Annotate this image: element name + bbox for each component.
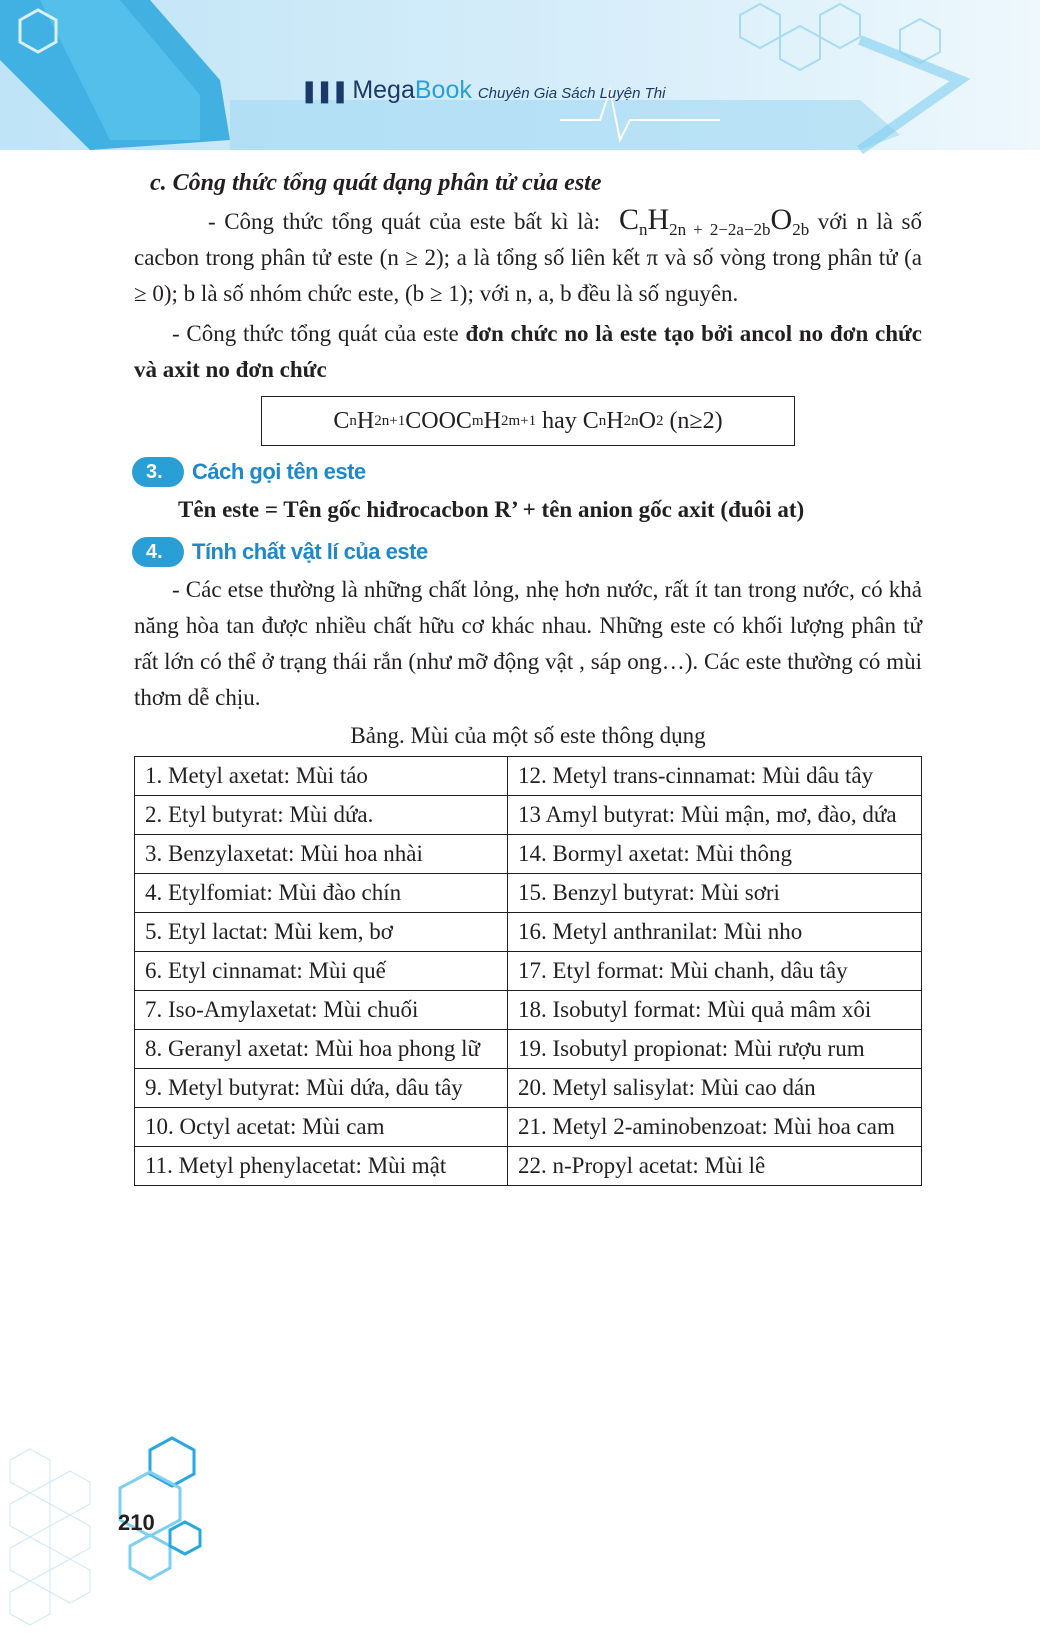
table-row [135,874,922,913]
table-cell: 17. Etyl format: Mùi chanh, dâu tây [508,952,922,991]
general-formula: $C_nH_{2n + 2-2a-2b}O_{2b}$ [608,203,810,239]
section-number-badge: 3. [132,457,184,487]
table-cell: 19. Isobutyl propionat: Mùi rượu rum [508,1030,922,1069]
section-number-badge: 4. [132,537,184,567]
table-cell: 8. Geranyl axetat: Mùi hoa phong lữ [135,1030,508,1069]
table-cell: 21. Metyl 2-aminobenzoat: Mùi hoa cam [508,1108,922,1147]
section-3-title: Cách gọi tên este [192,459,366,484]
table-cell: 7. Iso-Amylaxetat: Mùi chuối [135,991,508,1030]
table-cell: 4. Etylfomiat: Mùi đào chín [135,874,508,913]
ester-odor-table [134,756,922,1186]
table-row [135,757,922,796]
table-cell: 16. Metyl anthranilat: Mùi nho [508,913,922,952]
table-cell: 2. Etyl butyrat: Mùi dứa. [135,796,508,835]
saturated-ester-formula-box: C n H 2n+1 COOC m H 2m+1 hay C n H 2n O 2 (n≥2) [261,396,795,446]
table-row [135,796,922,835]
table-row [135,952,922,991]
brand-tagline: Chuyên Gia Sách Luyện Thi [477,85,666,102]
table-row [135,1147,922,1186]
table-cell: 15. Benzyl butyrat: Mùi sơri [508,874,922,913]
table-cell: 12. Metyl trans-cinnamat: Mùi dâu tây [508,757,922,796]
table-row [135,1108,922,1147]
general-formula-paragraph: - Công thức tổng quát của este bất kì là: $C_nH_{2n + 2-2a-2b}O_{2b}$ với n là số cacbon trong phân tử este (n ≥ 2); a là tổng số liên kết π và số vòng trong phân tử (a ≥ 0); b là số nhóm chức este, (b ≥ 1); với n, a, b đều là số nguyên. [134,203,923,306]
hexagon-decoration [0,1430,230,1646]
table-cell: 10. Octyl acetat: Mùi cam [135,1108,508,1147]
naming-rule: Tên este = Tên gốc hiđrocacbon R’ + tên anion gốc axit (đuôi at) [178,497,805,522]
brand-name: MegaBook [352,76,472,104]
table-cell: 5. Etyl lactat: Mùi kem, bơ [135,913,508,952]
section-c-title: c. Công thức tổng quát dạng phân tử của este [150,170,602,196]
brand-mark-icon: ❚❚❚ [300,78,347,103]
physical-properties-paragraph: - Các etse thường là những chất lỏng, nhẹ hơn nước, rất ít tan trong nước, có khả năng hòa tan được nhiều chất hữu cơ khác nhau. Những este có khối lượng phân tử rất lớn có thể ở trạng thái rắn (như mỡ động vật , sáp ong…). Các este thường có mùi thơm dễ chịu. [134,577,922,710]
section-4-title: Tính chất vật lí của este [192,539,428,564]
page-number: 210 [118,1510,155,1535]
table-cell: 18. Isobutyl format: Mùi quả mâm xôi [508,991,922,1030]
table-row [135,835,922,874]
page-content [134,164,922,1186]
table-caption: Bảng. Mùi của một số este thông dụng [350,723,706,748]
table-cell: 22. n-Propyl acetat: Mùi lê [508,1147,922,1186]
table-row [135,991,922,1030]
table-cell: 20. Metyl salisylat: Mùi cao dán [508,1069,922,1108]
table-cell: 9. Metyl butyrat: Mùi dứa, dâu tây [135,1069,508,1108]
table-cell: 3. Benzylaxetat: Mùi hoa nhài [135,835,508,874]
saturated-ester-paragraph: - Công thức tổng quát của este đơn chức no là este tạo bởi ancol no đơn chức và axit no đơn chức [134,321,922,382]
table-row [135,913,922,952]
table-cell: 11. Metyl phenylacetat: Mùi mật [135,1147,508,1186]
table-row [135,1069,922,1108]
table-cell: 6. Etyl cinnamat: Mùi quế [135,952,508,991]
table-cell: 14. Bormyl axetat: Mùi thông [508,835,922,874]
brand-logo [300,76,665,105]
table-cell: 13 Amyl butyrat: Mùi mận, mơ, đào, dứa [508,796,922,835]
table-cell: 1. Metyl axetat: Mùi táo [135,757,508,796]
section-4-heading [134,532,922,572]
table-row [135,1030,922,1069]
section-3-heading [134,452,922,492]
